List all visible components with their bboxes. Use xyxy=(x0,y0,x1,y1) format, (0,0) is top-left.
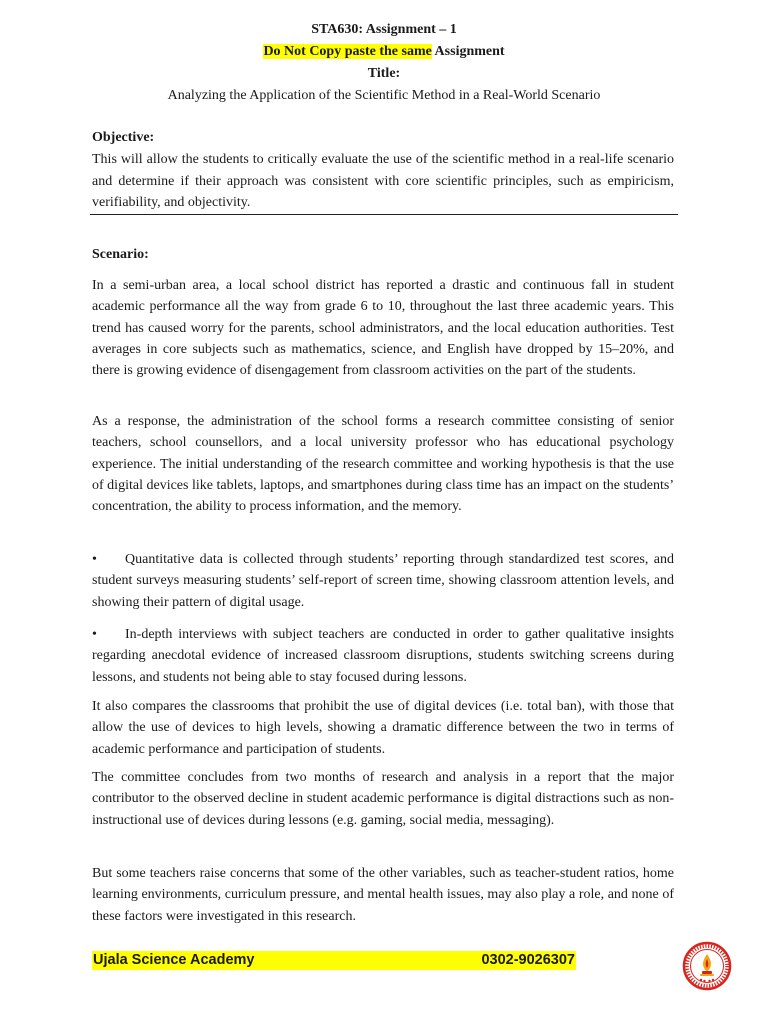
title-label: Title: xyxy=(367,66,401,81)
bullet-text-quantitative: Quantitative data is collected through students’ reporting through standardized test scores, and student surveys measuring students’ self-report of screen time, showing classroom attention levels, and showing their pattern of digital usage. xyxy=(92,552,674,610)
scenario-paragraph-5: But some teachers raise concerns that some of the other variables, such as teacher-student ratios, home learning environments, curriculum pressure, and mental health issues, may also play a role, and none of these factors were investigated in this research. xyxy=(92,866,674,924)
bullet-item-quantitative xyxy=(92,549,674,613)
bullet-text-qualitative: In-depth interviews with subject teachers are conducted in order to gather qualitative insights regarding anecdotal evidence of increased classroom disruptions, students switching screens during lessons, and students not being able to stay focused during lessons. xyxy=(92,627,674,685)
copy-warning-rest: Assignment xyxy=(431,44,505,59)
copy-warning-line xyxy=(0,42,768,62)
scenario-heading: Scenario: xyxy=(92,247,149,262)
bullet-icon: • xyxy=(92,552,97,567)
assignment-title: Analyzing the Application of the Scientific Method in a Real-World Scenario xyxy=(167,88,601,103)
footer-banner xyxy=(92,951,576,970)
academy-phone: 0302-9026307 xyxy=(481,952,575,968)
bullet-item-qualitative xyxy=(92,624,674,688)
scenario-paragraph-2: As a response, the administration of the school forms a research committee consisting of senior teachers, school counsellors, and a local university professor who has educational psychology experience. The initial understanding of the research committee and working hypothesis is that the use of digital devices like tablets, laptops, and smartphones during class time has an impact on the students’ concentration, the ability to process information, and the memory. xyxy=(92,414,674,515)
academy-name: Ujala Science Academy xyxy=(93,952,255,968)
bullet-icon: • xyxy=(92,627,97,642)
scenario-paragraph-3: It also compares the classrooms that prohibit the use of digital devices (i.e. total ban), with those that allow the use of devices to high levels, showing a dramatic difference between the two in terms of academic performance and participation of students. xyxy=(92,699,674,757)
objective-heading: Objective: xyxy=(92,130,155,145)
course-assignment-line: STA630: Assignment – 1 xyxy=(311,22,457,37)
objective-text: This will allow the students to critically evaluate the use of the scientific method in a real-life scenario and determine if their approach was consistent with core scientific principles, such as empiricism, verifiability, and objectivity. xyxy=(92,152,674,210)
copy-warning-highlight: Do Not Copy paste the same xyxy=(263,44,432,59)
scenario-paragraph-4: The committee concludes from two months of research and analysis in a report that the major contributor to the observed decline in student academic performance is digital distractions such as non-instructional use of devices during lessons (e.g. gaming, social media, messaging). xyxy=(92,770,674,828)
academy-seal-icon xyxy=(682,941,732,991)
scenario-paragraph-1: In a semi-urban area, a local school district has reported a drastic and continuous fall in student academic performance all the way from grade 6 to 10, throughout the last three academic years. This trend has caused worry for the parents, school administrators, and the local education authorities. Test averages in core subjects such as mathematics, science, and English have dropped by 15–20%, and there is growing evidence of disengagement from classroom activities on the part of the students. xyxy=(92,278,674,379)
section-divider xyxy=(90,214,678,215)
